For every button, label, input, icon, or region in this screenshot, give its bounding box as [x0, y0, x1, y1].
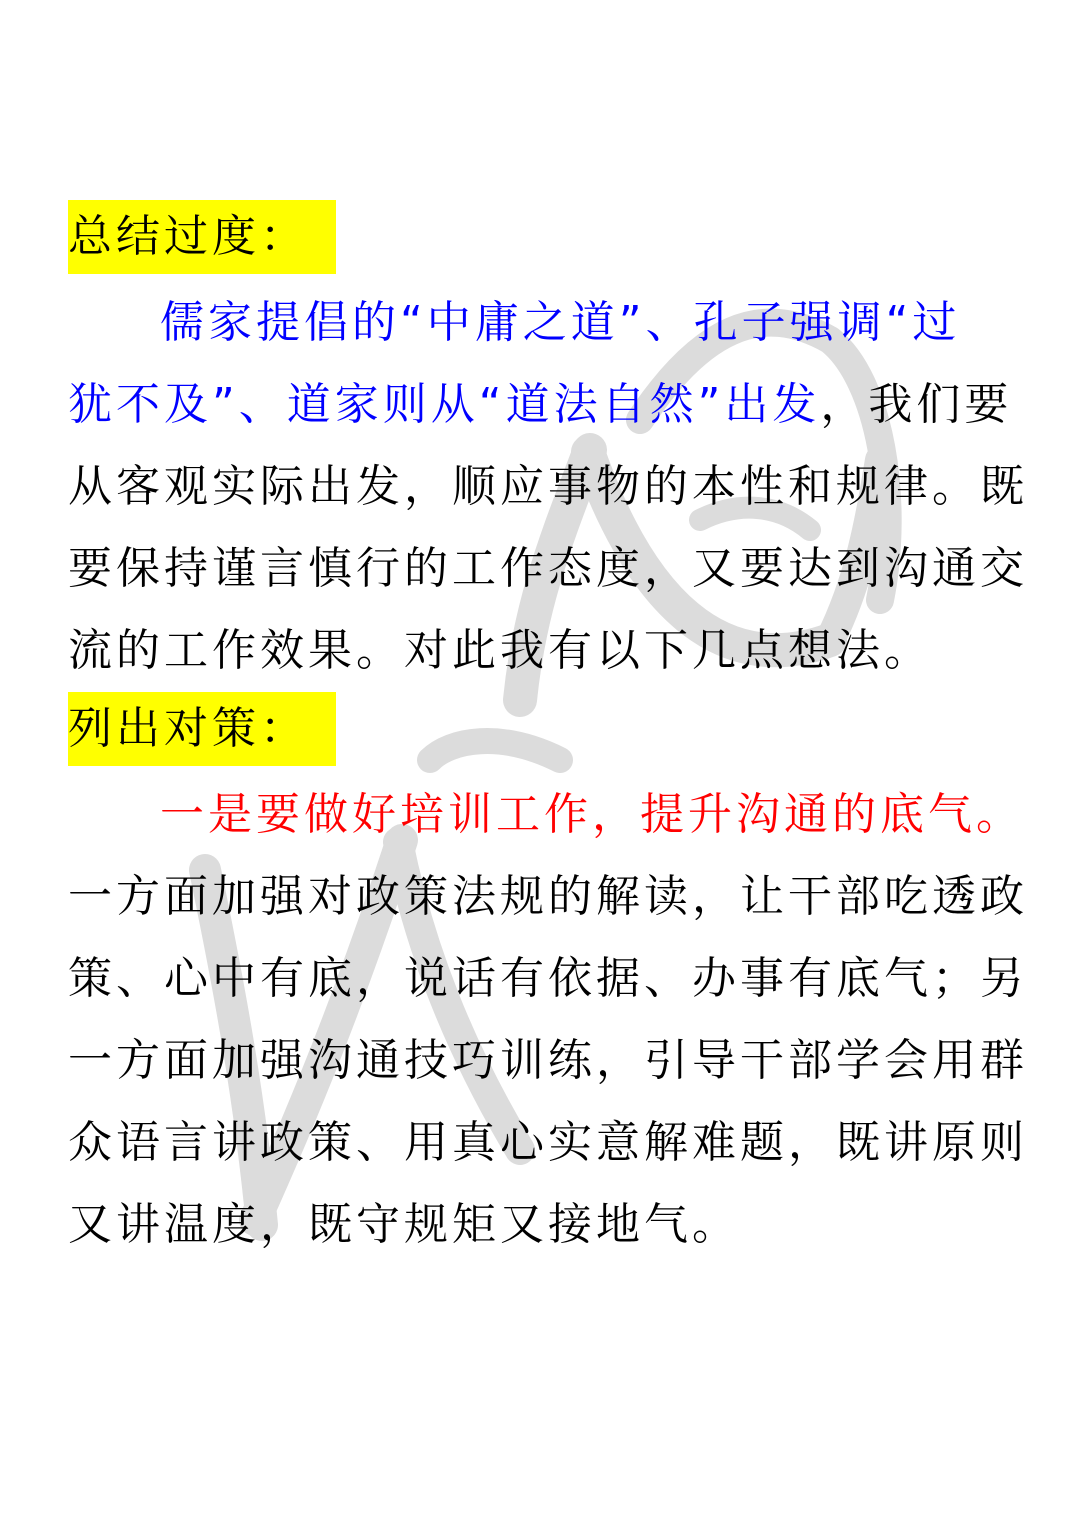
measure-line: 一方面加强沟通技巧训练，引导干部学会用群 — [68, 1035, 1028, 1086]
measure-line: 策、心中有底，说话有依据、办事有底气；另 — [68, 953, 1028, 1004]
measure-title: 一是要做好培训工作，提升沟通的底气。 — [160, 789, 1024, 840]
measures-heading-row — [68, 692, 1014, 774]
measures-heading: 列出对策： — [68, 692, 336, 766]
summary-heading: 总结过度： — [68, 200, 336, 274]
measure-line: 又讲温度，既守规矩又接地气。 — [68, 1199, 740, 1250]
summary-heading-row — [68, 200, 1014, 282]
measure-line: 众语言讲政策、用真心实意解难题，既讲原则 — [68, 1117, 1028, 1168]
summary-line: 要保持谨言慎行的工作态度，又要达到沟通交 — [68, 543, 1028, 594]
summary-line: 儒家提倡的“中庸之道”、孔子强调“过 — [160, 297, 961, 348]
document-body — [68, 200, 1028, 1266]
measure-line: 一方面加强对政策法规的解读，让干部吃透政 — [68, 871, 1028, 922]
summary-line: 流的工作效果。对此我有以下几点想法。 — [68, 625, 932, 676]
summary-line: 从客观实际出发，顺应事物的本性和规律。既 — [68, 461, 1028, 512]
summary-line: 犹不及”、道家则从“道法自然”出发，我们要 — [68, 379, 1013, 430]
